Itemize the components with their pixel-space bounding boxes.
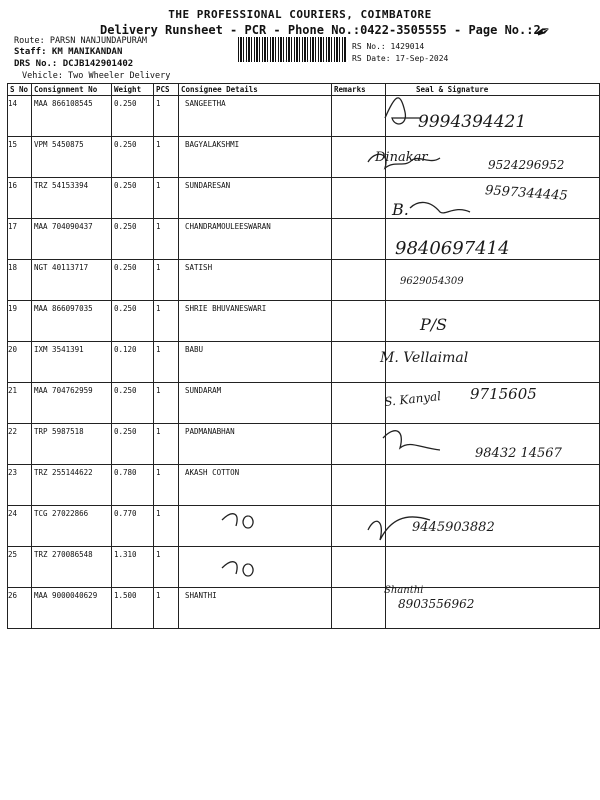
table-row <box>8 178 600 219</box>
row-sno: 17 <box>8 219 32 260</box>
row-weight: 0.770 <box>112 506 154 547</box>
row-signature <box>386 219 600 260</box>
row-weight: 0.780 <box>112 465 154 506</box>
row-weight: 1.310 <box>112 547 154 588</box>
row-signature <box>386 588 600 629</box>
row-sno: 21 <box>8 383 32 424</box>
row-sno: 20 <box>8 342 32 383</box>
col-consignment: Consignment No <box>32 84 112 96</box>
row-sno: 18 <box>8 260 32 301</box>
row-weight: 0.250 <box>112 137 154 178</box>
row-consignee: SANGEETHA <box>179 96 332 137</box>
row-consignment: MAA 866097035 <box>32 301 112 342</box>
row-remarks <box>332 506 386 547</box>
row-signature <box>386 506 600 547</box>
table-row <box>8 301 600 342</box>
row-weight: 0.120 <box>112 342 154 383</box>
row-consignee <box>179 547 332 588</box>
table-row <box>8 465 600 506</box>
row-remarks <box>332 465 386 506</box>
row-signature <box>386 137 600 178</box>
row-remarks <box>332 219 386 260</box>
company-title: THE PROFESSIONAL COURIERS, COIMBATORE <box>168 8 432 21</box>
row-pcs: 1 <box>154 465 179 506</box>
signature-initial-16: B. <box>392 200 409 219</box>
row-weight: 0.250 <box>112 178 154 219</box>
signature-phone-17: 9840697414 <box>395 238 510 259</box>
signature-name-26: Shanthi <box>384 585 424 596</box>
row-consignment: TRZ 270086548 <box>32 547 112 588</box>
row-sno: 22 <box>8 424 32 465</box>
table-row <box>8 588 600 629</box>
row-pcs: 1 <box>154 383 179 424</box>
row-weight: 1.500 <box>112 588 154 629</box>
row-signature <box>386 342 600 383</box>
row-consignee: BAGYALAKSHMI <box>179 137 332 178</box>
row-sno: 19 <box>8 301 32 342</box>
rs-number: RS No.: 1429014 <box>352 42 425 51</box>
table-row <box>8 342 600 383</box>
signature-phone-22: 98432 14567 <box>475 446 562 461</box>
col-sno: S No <box>8 84 32 96</box>
row-weight: 0.250 <box>112 383 154 424</box>
row-consignment: MAA 9000040629 <box>32 588 112 629</box>
table-row <box>8 260 600 301</box>
row-signature <box>386 96 600 137</box>
row-remarks <box>332 424 386 465</box>
col-weight: Weight <box>112 84 154 96</box>
vehicle-label: Vehicle: Two Wheeler Delivery <box>22 71 171 81</box>
table-row <box>8 219 600 260</box>
row-pcs: 1 <box>154 547 179 588</box>
signature-phone-24: 9445903882 <box>412 520 495 535</box>
pen-mark-icon: ✒ <box>531 16 554 45</box>
signature-phone-21: 9715605 <box>470 385 537 403</box>
signature-name-21: S. Kanyal <box>383 389 442 409</box>
row-consignment: MAA 704090437 <box>32 219 112 260</box>
table-header-row <box>8 84 600 96</box>
row-remarks <box>332 178 386 219</box>
row-pcs: 1 <box>154 96 179 137</box>
row-signature <box>386 465 600 506</box>
table-row <box>8 506 600 547</box>
route-label: Route: PARSN NANJUNDAPURAM <box>14 36 148 46</box>
runsheet-table <box>7 83 600 629</box>
row-consignee: SHANTHI <box>179 588 332 629</box>
signature-phone-18: 9629054309 <box>400 276 464 287</box>
signature-phone-14: 9994394421 <box>418 112 527 132</box>
col-consignee: Consignee Details <box>179 84 332 96</box>
row-sno: 15 <box>8 137 32 178</box>
row-sno: 25 <box>8 547 32 588</box>
row-consignment: MAA 704762959 <box>32 383 112 424</box>
row-remarks <box>332 96 386 137</box>
row-pcs: 1 <box>154 424 179 465</box>
table-row <box>8 547 600 588</box>
row-consignee: CHANDRAMOULEESWARAN <box>179 219 332 260</box>
col-signature: Seal & Signature <box>386 84 600 96</box>
row-consignment: VPM 5450875 <box>32 137 112 178</box>
drs-label: DRS No.: DCJB142901402 <box>14 59 134 69</box>
row-pcs: 1 <box>154 506 179 547</box>
row-remarks <box>332 137 386 178</box>
signature-phone-16: 9597344445 <box>484 183 569 204</box>
signature-phone-15: 9524296952 <box>488 158 565 172</box>
row-consignee: BABU <box>179 342 332 383</box>
signature-20: M. Vellaimal <box>380 350 469 366</box>
row-remarks <box>332 588 386 629</box>
row-sno: 26 <box>8 588 32 629</box>
row-sno: 16 <box>8 178 32 219</box>
row-consignment: TRZ 54153394 <box>32 178 112 219</box>
row-consignment: TCG 27022866 <box>32 506 112 547</box>
row-consignee: SUNDARESAN <box>179 178 332 219</box>
row-pcs: 1 <box>154 260 179 301</box>
row-pcs: 1 <box>154 219 179 260</box>
row-sno: 14 <box>8 96 32 137</box>
table-row <box>8 137 600 178</box>
row-signature <box>386 301 600 342</box>
signature-name-15: Dinakar <box>375 150 428 165</box>
row-remarks <box>332 260 386 301</box>
row-signature <box>386 424 600 465</box>
row-consignment: MAA 866108545 <box>32 96 112 137</box>
row-weight: 0.250 <box>112 260 154 301</box>
table-row <box>8 96 600 137</box>
staff-label: Staff: KM MANIKANDAN <box>14 47 123 57</box>
row-pcs: 1 <box>154 137 179 178</box>
row-consignee: SATISH <box>179 260 332 301</box>
barcode <box>238 37 346 62</box>
row-remarks <box>332 547 386 588</box>
row-consignee: PADMANABHAN <box>179 424 332 465</box>
row-pcs: 1 <box>154 178 179 219</box>
row-remarks <box>332 342 386 383</box>
table-row <box>8 383 600 424</box>
row-pcs: 1 <box>154 342 179 383</box>
signature-19: P/S <box>420 315 448 334</box>
col-pcs: PCS <box>154 84 179 96</box>
row-consignee: SUNDARAM <box>179 383 332 424</box>
row-weight: 0.250 <box>112 219 154 260</box>
row-sno: 24 <box>8 506 32 547</box>
row-consignment: IXM 3541391 <box>32 342 112 383</box>
table-row <box>8 424 600 465</box>
row-weight: 0.250 <box>112 424 154 465</box>
runsheet-subtitle: Delivery Runsheet - PCR - Phone No.:0422-3505555 - Page No.:2 <box>100 23 541 37</box>
row-signature <box>386 383 600 424</box>
row-pcs: 1 <box>154 588 179 629</box>
row-pcs: 1 <box>154 301 179 342</box>
signature-phone-26: 8903556962 <box>398 597 475 611</box>
row-consignee <box>179 506 332 547</box>
row-sno: 23 <box>8 465 32 506</box>
row-remarks <box>332 301 386 342</box>
col-remarks: Remarks <box>332 84 386 96</box>
row-remarks <box>332 383 386 424</box>
rs-date: RS Date: 17-Sep-2024 <box>352 54 449 63</box>
row-signature <box>386 547 600 588</box>
row-consignment: NGT 40113717 <box>32 260 112 301</box>
row-consignment: TRZ 255144622 <box>32 465 112 506</box>
row-signature <box>386 178 600 219</box>
row-consignee: SHRIE BHUVANESWARI <box>179 301 332 342</box>
row-weight: 0.250 <box>112 301 154 342</box>
row-consignee: AKASH COTTON <box>179 465 332 506</box>
row-signature <box>386 260 600 301</box>
row-consignment: TRP 5987518 <box>32 424 112 465</box>
row-weight: 0.250 <box>112 96 154 137</box>
